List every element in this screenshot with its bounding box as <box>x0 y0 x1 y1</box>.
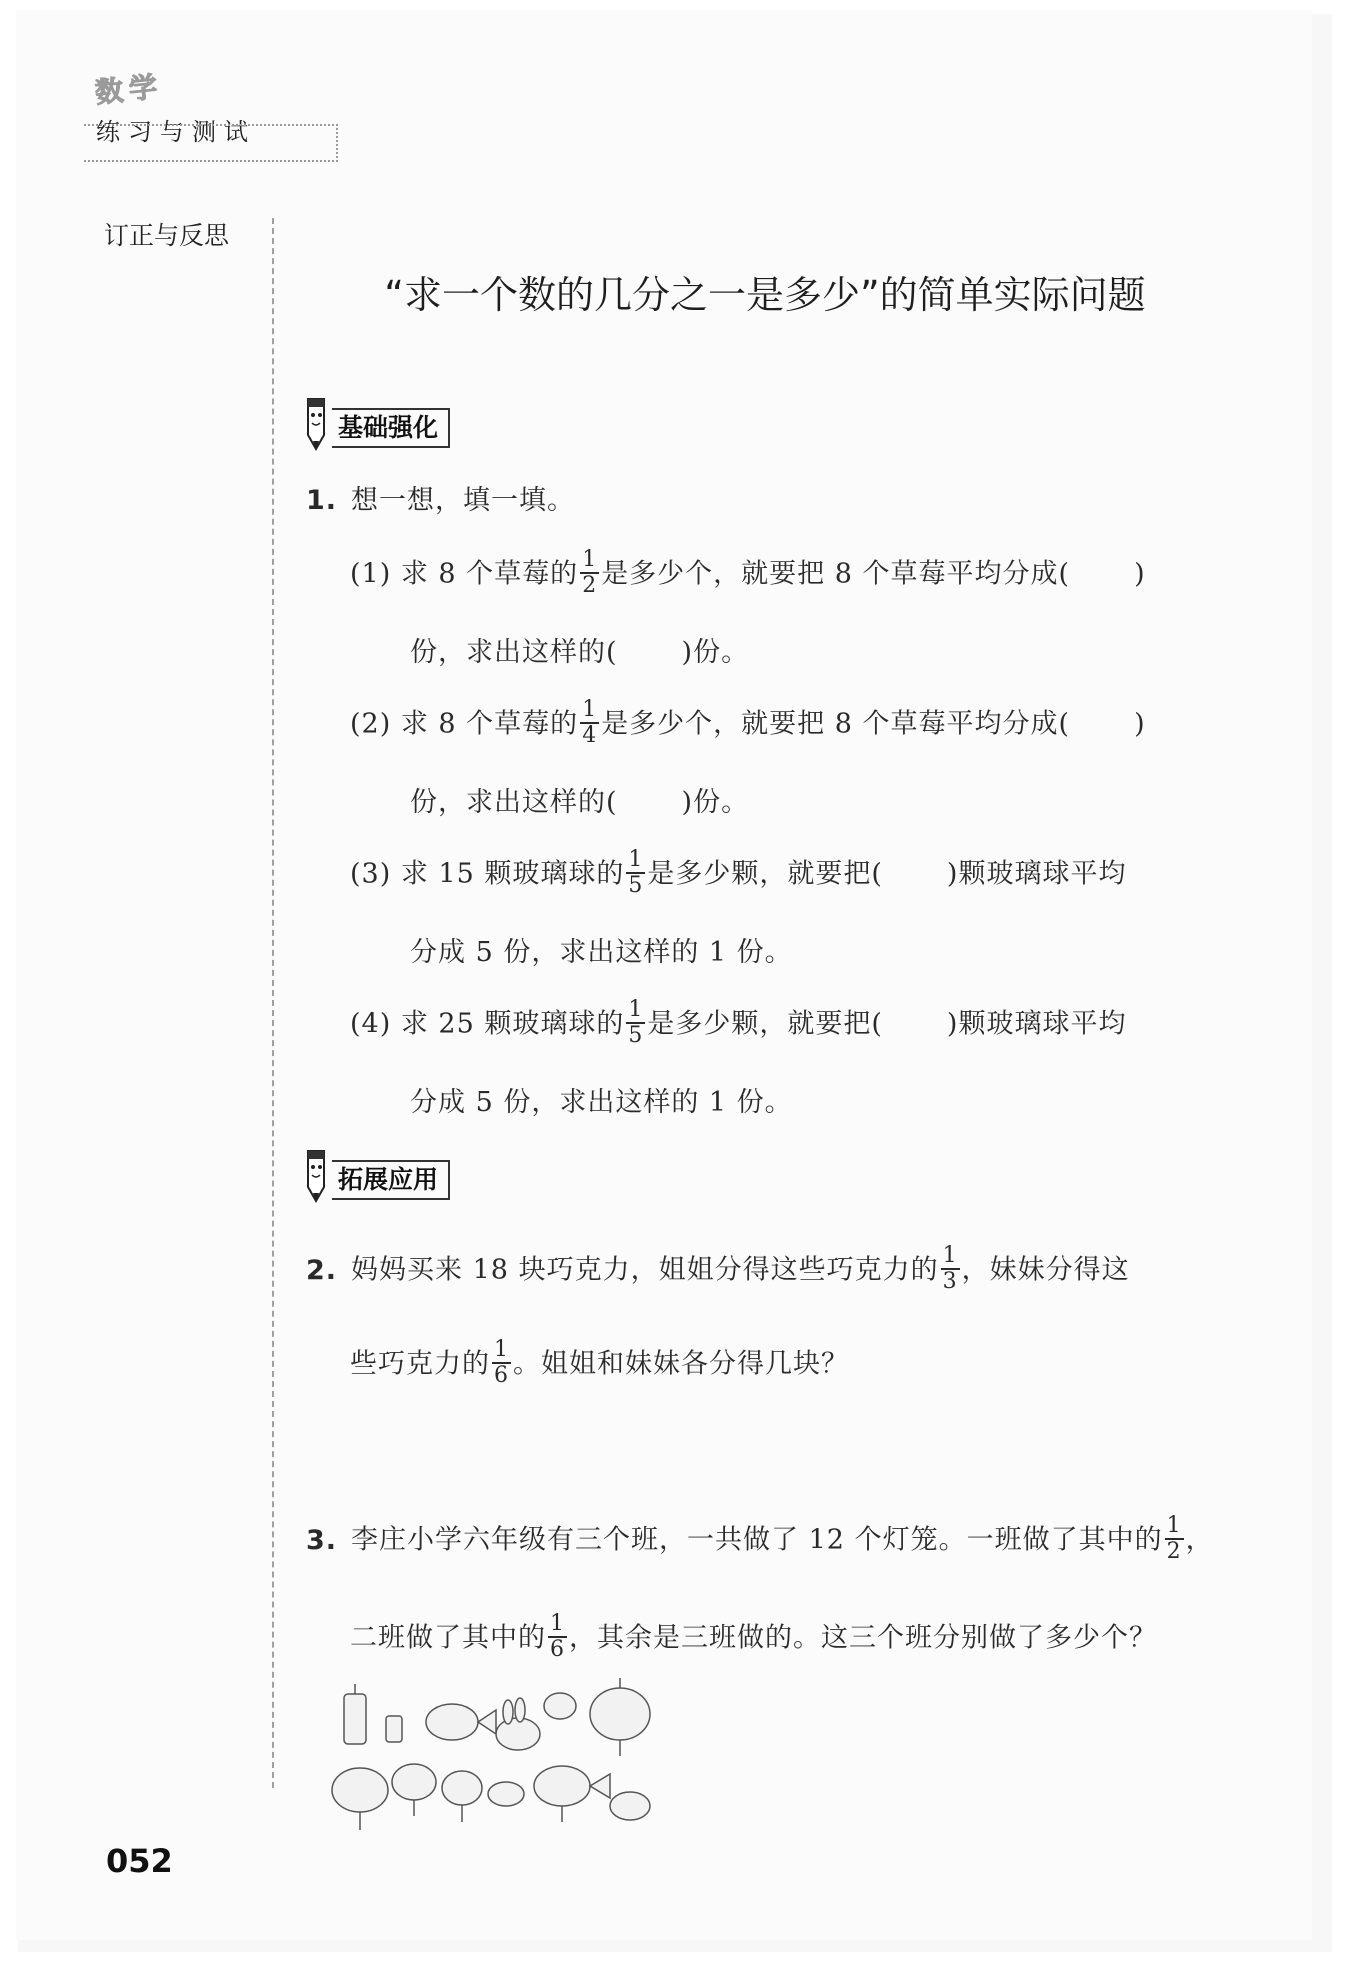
text: 是多少个，就要把 8 个草莓平均分成( <box>601 558 1071 590</box>
section-extended-label: 拓展应用 <box>332 1160 450 1200</box>
text: 份，求出这样的( <box>410 637 618 668</box>
fraction: $\frac{1}{2}$ <box>1166 1513 1182 1564</box>
question-number: 2. <box>306 1254 338 1286</box>
fraction: $\frac{1}{5}$ <box>628 847 644 898</box>
page-title: “求一个数的几分之一是多少”的简单实际问题 <box>384 273 1146 317</box>
section-basic-label: 基础强化 <box>332 408 450 448</box>
fraction: $\frac{1}{4}$ <box>582 697 598 748</box>
question-3-cont <box>350 1611 1157 1664</box>
text: ， <box>1185 1524 1214 1556</box>
fraction: $\frac{1}{6}$ <box>550 1611 565 1662</box>
correction-reflection-label: 订正与反思 <box>104 221 230 250</box>
text: 份，求出这样的( <box>410 787 618 818</box>
text: )颗玻璃球平均 <box>946 858 1127 890</box>
text: )份。 <box>681 787 750 818</box>
fraction: $\frac{1}{2}$ <box>582 547 598 598</box>
question-1-part-1-cont <box>410 630 749 669</box>
text: 二班做了其中的 <box>350 1622 546 1654</box>
text: ，其余是三班做的。这三个班分别做了多少个？ <box>569 1622 1157 1654</box>
fraction: $\frac{1}{5}$ <box>628 997 644 1048</box>
text: 妈妈买来 18 块巧克力，姐姐分得这些巧克力的 <box>351 1254 939 1286</box>
question-2-cont <box>350 1337 849 1390</box>
text: )份。 <box>681 637 750 668</box>
text: 求 15 颗玻璃球的 <box>400 858 625 890</box>
part-label: (3) <box>350 858 392 890</box>
question-number: 3. <box>306 1524 338 1556</box>
question-1-part-4-cont: 分成 5 份，求出这样的 1 份。 <box>410 1087 793 1118</box>
header-dotted-frame <box>84 124 338 162</box>
section-basic <box>302 408 450 448</box>
section-extended <box>302 1160 450 1200</box>
question-3 <box>306 1513 1214 1566</box>
part-label: (2) <box>350 708 392 740</box>
text: )颗玻璃球平均 <box>946 1008 1127 1040</box>
text: 是多少颗，就要把( <box>647 858 883 890</box>
question-number: 1. <box>306 485 338 516</box>
text: 求 8 个草莓的 <box>400 708 579 740</box>
question-1-part-1 <box>350 547 1146 600</box>
pencil-icon <box>302 1147 330 1205</box>
question-1-part-3-cont: 分成 5 份，求出这样的 1 份。 <box>410 937 793 968</box>
text: 求 25 颗玻璃球的 <box>400 1008 625 1040</box>
text: ) <box>1134 558 1146 590</box>
text: 求 8 个草莓的 <box>400 558 579 590</box>
part-label: (1) <box>350 558 392 590</box>
text: 是多少颗，就要把( <box>647 1008 883 1040</box>
text: 是多少个，就要把 8 个草莓平均分成( <box>601 708 1071 740</box>
fraction: $\frac{1}{3}$ <box>942 1243 958 1294</box>
lanterns-illustration <box>330 1676 660 1836</box>
text: 些巧克力的 <box>350 1348 490 1380</box>
fraction: $\frac{1}{6}$ <box>494 1337 509 1388</box>
question-1-part-2 <box>350 697 1146 750</box>
text: 李庄小学六年级有三个班，一共做了 12 个灯笼。一班做了其中的 <box>351 1524 1163 1556</box>
question-2 <box>306 1243 1130 1296</box>
margin-divider <box>272 218 274 1788</box>
text: 。姐姐和妹妹各分得几块？ <box>513 1348 849 1380</box>
text: ) <box>1134 708 1146 740</box>
page-number: 052 <box>106 1842 173 1880</box>
question-1-part-4 <box>350 997 1127 1050</box>
question-1-prompt <box>306 478 575 517</box>
part-label: (4) <box>350 1008 392 1040</box>
pencil-icon <box>302 395 330 453</box>
book-title: 练习与测试 <box>96 118 256 146</box>
text: ，妹妹分得这 <box>961 1254 1130 1286</box>
subject-logo: 数学 <box>93 69 165 110</box>
question-text: 想一想，填一填。 <box>351 485 576 516</box>
question-1-part-3 <box>350 847 1127 900</box>
question-1-part-2-cont <box>410 780 749 819</box>
